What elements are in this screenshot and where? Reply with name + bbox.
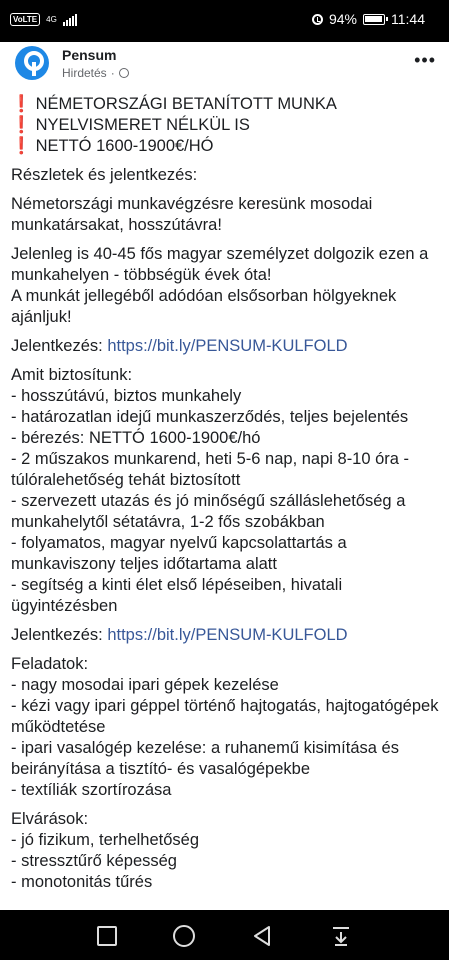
clock: 11:44	[391, 11, 425, 27]
globe-icon	[119, 68, 129, 78]
list-item: - monotonitás tűrés	[11, 873, 153, 891]
battery-icon	[363, 14, 385, 25]
back-triangle-icon	[252, 925, 272, 947]
notification-pull-button[interactable]	[330, 925, 352, 947]
apply-line-2: Jelentkezés: https://bit.ly/PENSUM-KULFOLD	[11, 626, 348, 644]
headline-line: ❗ NÉMETORSZÁGI BETANÍTOTT MUNKA	[11, 95, 337, 113]
pull-down-icon	[330, 925, 352, 947]
list-item: - stressztűrő képesség	[11, 852, 177, 870]
post-header	[0, 42, 449, 90]
list-item: - ipari vasalógép kezelése: a ruhanemű kisimítása és beirányítása a tisztító- és vasalógépekbe	[11, 739, 399, 778]
volte-indicator: VoLTE	[10, 13, 40, 26]
intro-paragraph-2: Jelenleg is 40-45 fős magyar személyzet dolgozik ezen a munkahelyen - többségük évek óta! A munkát jellegéből adódóan elsősorban hölgyeknek ajánljuk!	[11, 245, 429, 326]
requirements-title: Elvárások:	[11, 810, 89, 828]
list-item: - kézi vagy ipari géppel történő hajtogatás, hajtogatógépek működtetése	[11, 697, 439, 736]
more-options-icon[interactable]: •••	[414, 50, 436, 70]
list-item: - hosszútávú, biztos munkahely	[11, 387, 242, 405]
offer-title: Amit biztosítunk:	[11, 366, 133, 384]
list-item: - szervezett utazás és jó minőségű szálláslehetőség a munkahelytől sétatávra, 1-2 fős szobákban	[11, 492, 406, 531]
post-meta	[62, 66, 129, 80]
system-nav-bar	[0, 910, 449, 960]
tasks-section	[11, 654, 441, 801]
list-item: - 2 műszakos munkarend, heti 5-6 nap, napi 8-10 óra - túlóralehetőség tehát biztosított	[11, 450, 410, 489]
list-item: - nagy mosodai ipari gépek kezelése	[11, 676, 279, 694]
battery-percent: 94%	[328, 11, 357, 27]
tasks-title: Feladatok:	[11, 655, 89, 673]
signal-icon	[63, 13, 77, 26]
headline	[11, 94, 441, 157]
exclamation-icon: ❗	[11, 116, 32, 134]
list-item: - textíliák szortírozása	[11, 781, 172, 799]
apply-line: Jelentkezés: https://bit.ly/PENSUM-KULFOLD	[11, 337, 348, 355]
list-item: - jó fizikum, terhelhetőség	[11, 831, 200, 849]
exclamation-icon: ❗	[11, 137, 32, 155]
status-bar	[0, 0, 449, 42]
square-icon	[97, 926, 117, 946]
list-item: - segítség a kinti élet első lépéseiben, hivatali ügyintézésben	[11, 576, 343, 615]
apply-link[interactable]: https://bit.ly/PENSUM-KULFOLD	[107, 337, 348, 355]
list-item: - határozatlan idejű munkaszerződés, teljes bejelentés	[11, 408, 409, 426]
apply-link-2[interactable]: https://bit.ly/PENSUM-KULFOLD	[107, 626, 348, 644]
post-body	[11, 94, 441, 901]
intro-paragraph-1: Németországi munkavégzésre keresünk mosodai munkatársakat, hosszútávra!	[11, 195, 373, 234]
offer-section	[11, 365, 441, 617]
status-right	[312, 11, 425, 27]
home-button[interactable]	[173, 925, 195, 947]
details-intro: Részletek és jelentkezés:	[11, 166, 198, 184]
list-item: - folyamatos, magyar nyelvű kapcsolattartás a munkaviszony teljes időtartama alatt	[11, 534, 347, 573]
circle-icon	[173, 925, 195, 947]
headline-line: ❗ NYELVISMERET NÉLKÜL IS	[11, 116, 250, 134]
headline-line: ❗ NETTÓ 1600-1900€/HÓ	[11, 137, 214, 155]
back-button[interactable]	[252, 925, 274, 947]
avatar-logo	[22, 50, 46, 76]
avatar[interactable]	[15, 46, 49, 80]
alarm-icon	[312, 14, 323, 25]
recent-apps-button[interactable]	[96, 925, 118, 947]
sponsored-label: Hirdetés	[62, 66, 107, 80]
network-type: 4G	[46, 14, 57, 24]
status-left	[10, 13, 77, 26]
exclamation-icon: ❗	[11, 95, 32, 113]
list-item: - bérezés: NETTÓ 1600-1900€/hó	[11, 429, 261, 447]
author-name[interactable]: Pensum	[62, 47, 117, 63]
meta-separator: ·	[110, 66, 115, 80]
requirements-section	[11, 809, 441, 893]
